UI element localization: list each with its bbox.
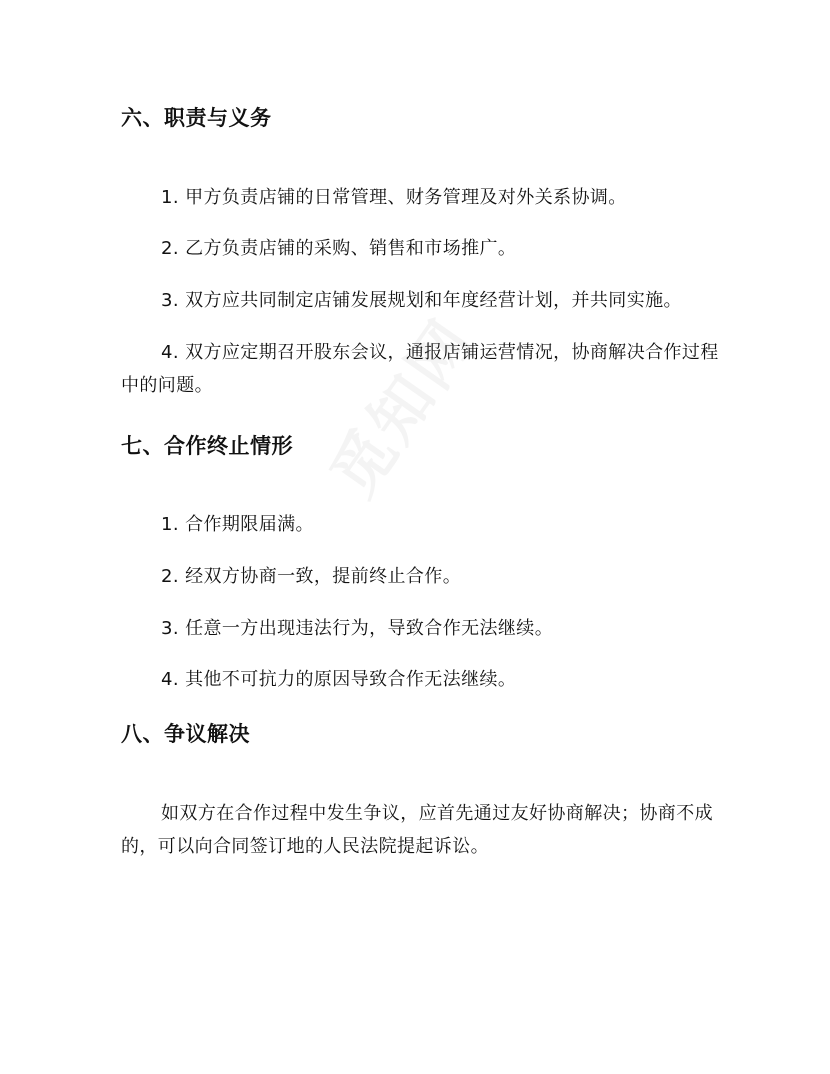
- section-7-item-2: 2. 经双方协商一致，提前终止合作。: [161, 566, 462, 587]
- section-8-paragraph: 如双方在合作过程中发生争议，应首先通过友好协商解决；协商不成的，可以向合同签订地的人民法院提起诉讼。: [121, 803, 713, 857]
- section-heading-8: 八、争议解决: [121, 722, 250, 746]
- section-6-item-2: 2. 乙方负责店铺的采购、销售和市场推广。: [161, 238, 517, 259]
- section-7-item-4: 4. 其他不可抗力的原因导致合作无法继续。: [161, 669, 517, 690]
- section-heading-6: 六、职责与义务: [121, 106, 272, 130]
- section-6-item-3: 3. 双方应共同制定店铺发展规划和年度经营计划，并共同实施。: [161, 290, 682, 311]
- watermark-text: [306, 298, 492, 511]
- section-7-item-3: 3. 任意一方出现违法行为，导致合作无法继续。: [161, 618, 554, 639]
- section-heading-7: 七、合作终止情形: [121, 434, 293, 458]
- section-7-item-1: 1. 合作期限届满。: [161, 514, 314, 535]
- section-6-item-1: 1. 甲方负责店铺的日常管理、财务管理及对外关系协调。: [161, 187, 627, 208]
- section-6-item-4: 4. 双方应定期召开股东会议，通报店铺运营情况，协商解决合作过程中的问题。: [121, 342, 719, 396]
